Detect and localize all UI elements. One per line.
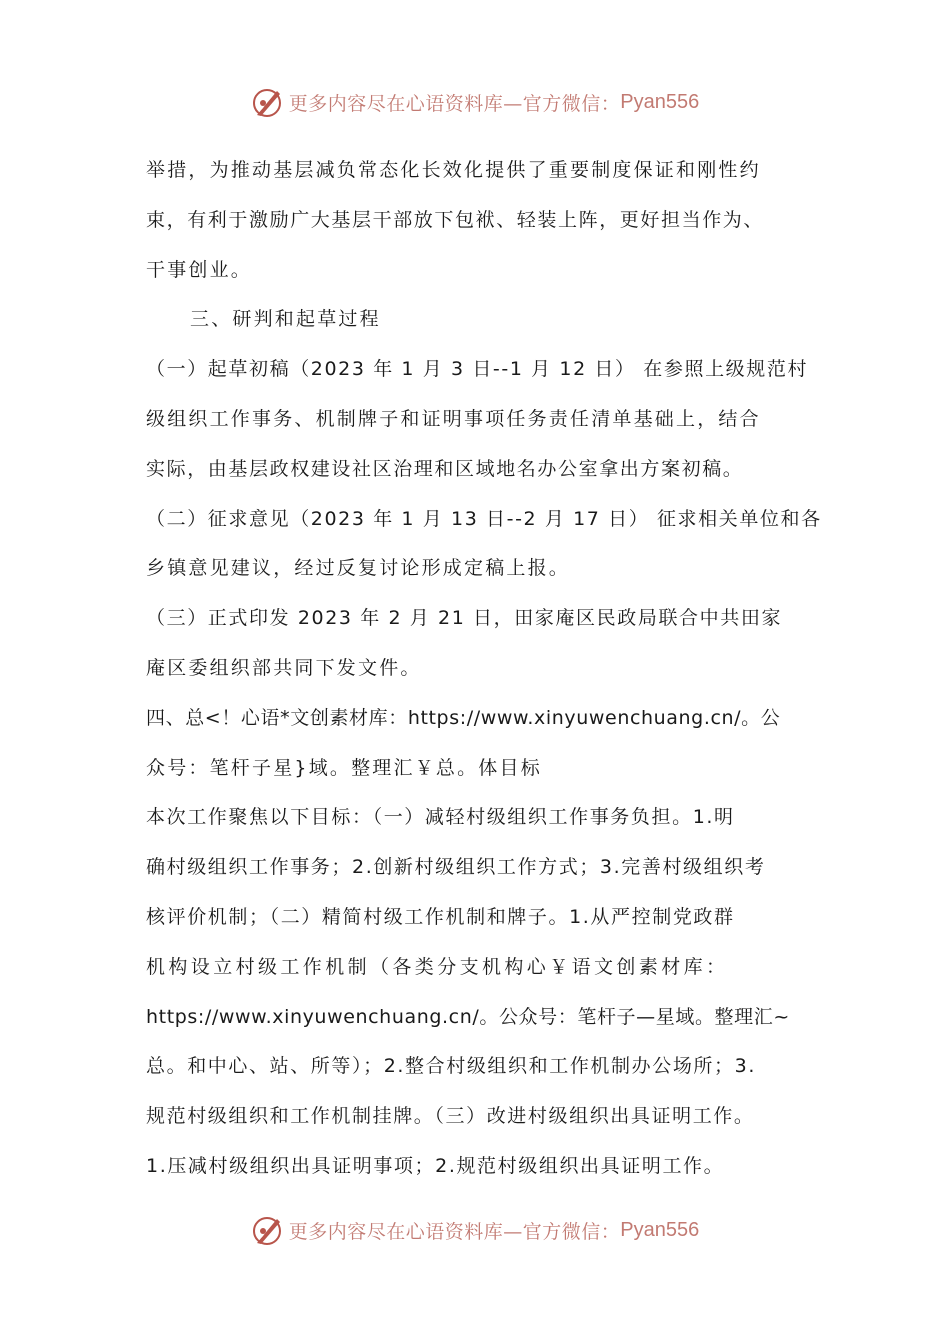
body-line: 级组织工作事务、机制牌子和证明事项任务责任清单基础上，结合 (146, 407, 761, 430)
body-line: 举措，为推动基层减负常态化长效化提供了重要制度保证和刚性约 (146, 159, 761, 181)
body-line: 众号：笔杆子星}域。整理汇￥总。体目标 (146, 756, 542, 779)
body-line: 总。和中心、站、所等）；2.整合村级组织和工作机制办公场所；3. (146, 1055, 756, 1078)
footer-banner-id: Pyan556 (620, 1218, 700, 1241)
quill-pen-logo-icon (251, 1213, 285, 1247)
body-line: 机构设立村级工作机制（各类分支机构心￥语文创素材库： (146, 955, 729, 978)
body-line: 实际，由基层政权建设社区治理和区域地名办公室拿出方案初稿。 (146, 457, 744, 480)
body-line: （三）正式印发 2023 年 2 月 21 日，田家庵区民政局联合中共田家 (146, 607, 783, 630)
header-banner-id: Pyan556 (620, 90, 700, 113)
body-line: 规范村级组织和工作机制挂牌。（三）改进村级组织出具证明工作。 (146, 1105, 755, 1128)
body-line: （二）征求意见（2023 年 1 月 13 日--2 月 17 日） 征求相关单位和各 (146, 507, 822, 530)
section-heading: 三、研判和起草过程 (190, 308, 381, 331)
header-banner (0, 82, 950, 122)
footer-banner-text: 更多内容尽在心语资料库—官方微信： (288, 1220, 621, 1243)
body-line: 确村级组织工作事务；2.创新村级组织工作方式；3.完善村级组织考 (146, 856, 766, 879)
body-line: 核评价机制；（二）精简村级工作机制和牌子。1.从严控制党政群 (146, 905, 735, 928)
body-line: 1.压减村级组织出具证明事项；2.规范村级组织出具证明工作。 (146, 1154, 725, 1177)
body-line: 本次工作聚焦以下目标：（一）减轻村级组织工作事务负担。1.明 (146, 806, 735, 829)
body-line: 四、总<！心语*文创素材库：https://www.xinyuwenchuang.cn/。公 (146, 706, 781, 729)
quill-pen-logo-icon (251, 85, 285, 119)
document-body (146, 146, 826, 1192)
footer-banner (0, 1210, 950, 1250)
body-line: https://www.xinyuwenchuang.cn/。公众号：笔杆子—星域。整理汇~ (146, 1005, 790, 1028)
body-line: （一）起草初稿（2023 年 1 月 3 日--1 月 12 日） 在参照上级规范村 (146, 358, 809, 381)
body-line: 干事创业。 (146, 258, 253, 281)
body-line: 束，有利于激励广大基层干部放下包袱、轻装上阵，更好担当作为、 (146, 208, 765, 231)
body-line: 乡镇意见建议，经过反复讨论形成定稿上报。 (146, 557, 571, 580)
body-line: 庵区委组织部共同下发文件。 (146, 656, 422, 679)
header-banner-text: 更多内容尽在心语资料库—官方微信： (288, 92, 621, 115)
